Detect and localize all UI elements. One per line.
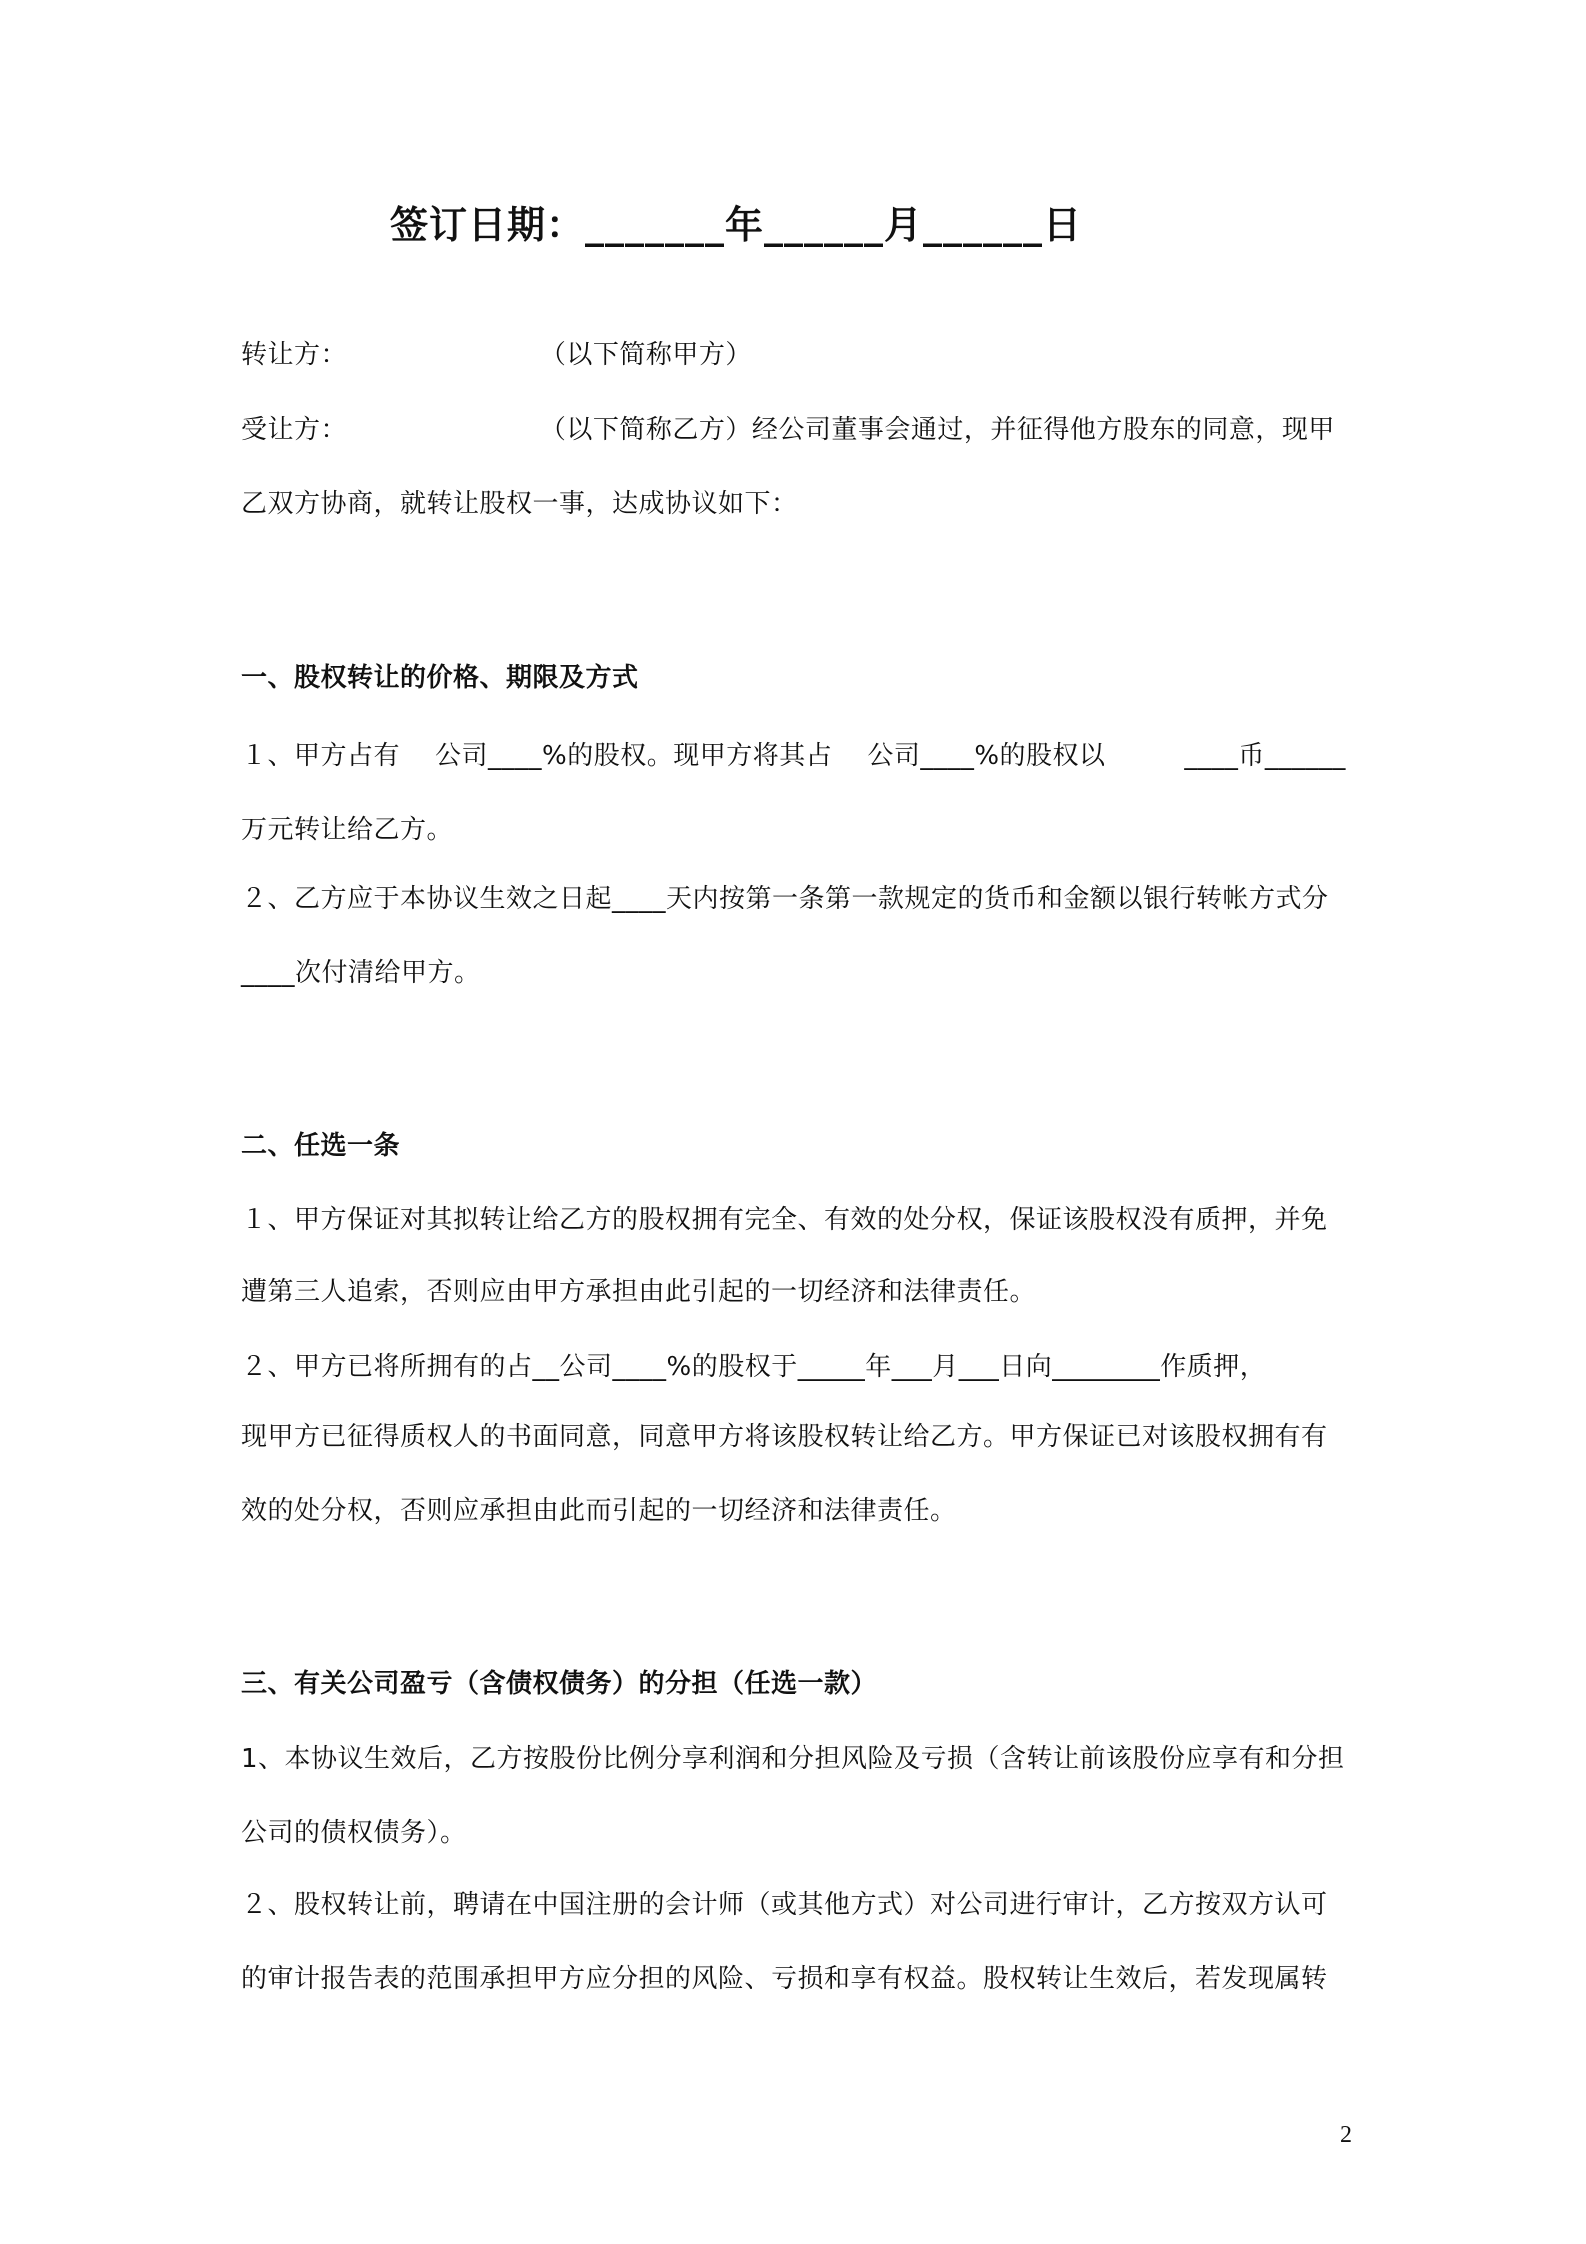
section-2-line-3: ２、甲方已将所拥有的占__公司____%的股权于_____年___月___日向________作质押，	[241, 1352, 1267, 1382]
section-2-line-2: 遭第三人追索，否则应由甲方承担由此引起的一切经济和法律责任。	[241, 1277, 1037, 1307]
transferee-line-cont: 乙双方协商，就转让股权一事，达成协议如下：	[241, 489, 798, 519]
section-1-line-3: ２、乙方应于本协议生效之日起____天内按第一条第一款规定的货币和金额以银行转帐方式分	[241, 884, 1329, 914]
section-1-line-1: １、甲方占有 公司____%的股权。现甲方将其占 公司____%的股权以 ____币______	[241, 741, 1346, 771]
section-3-line-4: 的审计报告表的范围承担甲方应分担的风险、亏损和享有权益。股权转让生效后，若发现属转	[241, 1964, 1328, 1994]
section-heading-2: 二、任选一条	[241, 1131, 401, 1161]
section-2-line-4: 现甲方已征得质权人的书面同意，同意甲方将该股权转让给乙方。甲方保证已对该股权拥有有	[241, 1422, 1328, 1452]
section-heading-3: 三、有关公司盈亏（含债权债务）的分担（任选一款）	[241, 1669, 878, 1699]
signing-date-title: 签订日期：_______年______月______日	[390, 203, 1083, 247]
transferor-line: 转让方： （以下简称甲方）	[241, 340, 752, 370]
section-3-line-1: 1、本协议生效后，乙方按股份比例分享利润和分担风险及亏损（含转让前该股份应享有和分担	[241, 1744, 1345, 1774]
section-2-line-5: 效的处分权，否则应承担由此而引起的一切经济和法律责任。	[241, 1496, 957, 1526]
transferee-line: 受让方： （以下简称乙方）经公司董事会通过，并征得他方股东的同意，现甲	[241, 415, 1335, 445]
section-3-line-2: 公司的债权债务）。	[241, 1818, 467, 1848]
section-2-line-1: １、甲方保证对其拟转让给乙方的股权拥有完全、有效的处分权，保证该股权没有质押，并免	[241, 1205, 1328, 1235]
section-1-line-4: ____次付清给甲方。	[241, 958, 481, 988]
section-1-line-2: 万元转让给乙方。	[241, 815, 454, 845]
section-heading-1: 一、股权转让的价格、期限及方式	[241, 663, 639, 693]
section-3-line-3: ２、股权转让前，聘请在中国注册的会计师（或其他方式）对公司进行审计，乙方按双方认可	[241, 1890, 1328, 1920]
page-number: 2	[1340, 2122, 1352, 2148]
